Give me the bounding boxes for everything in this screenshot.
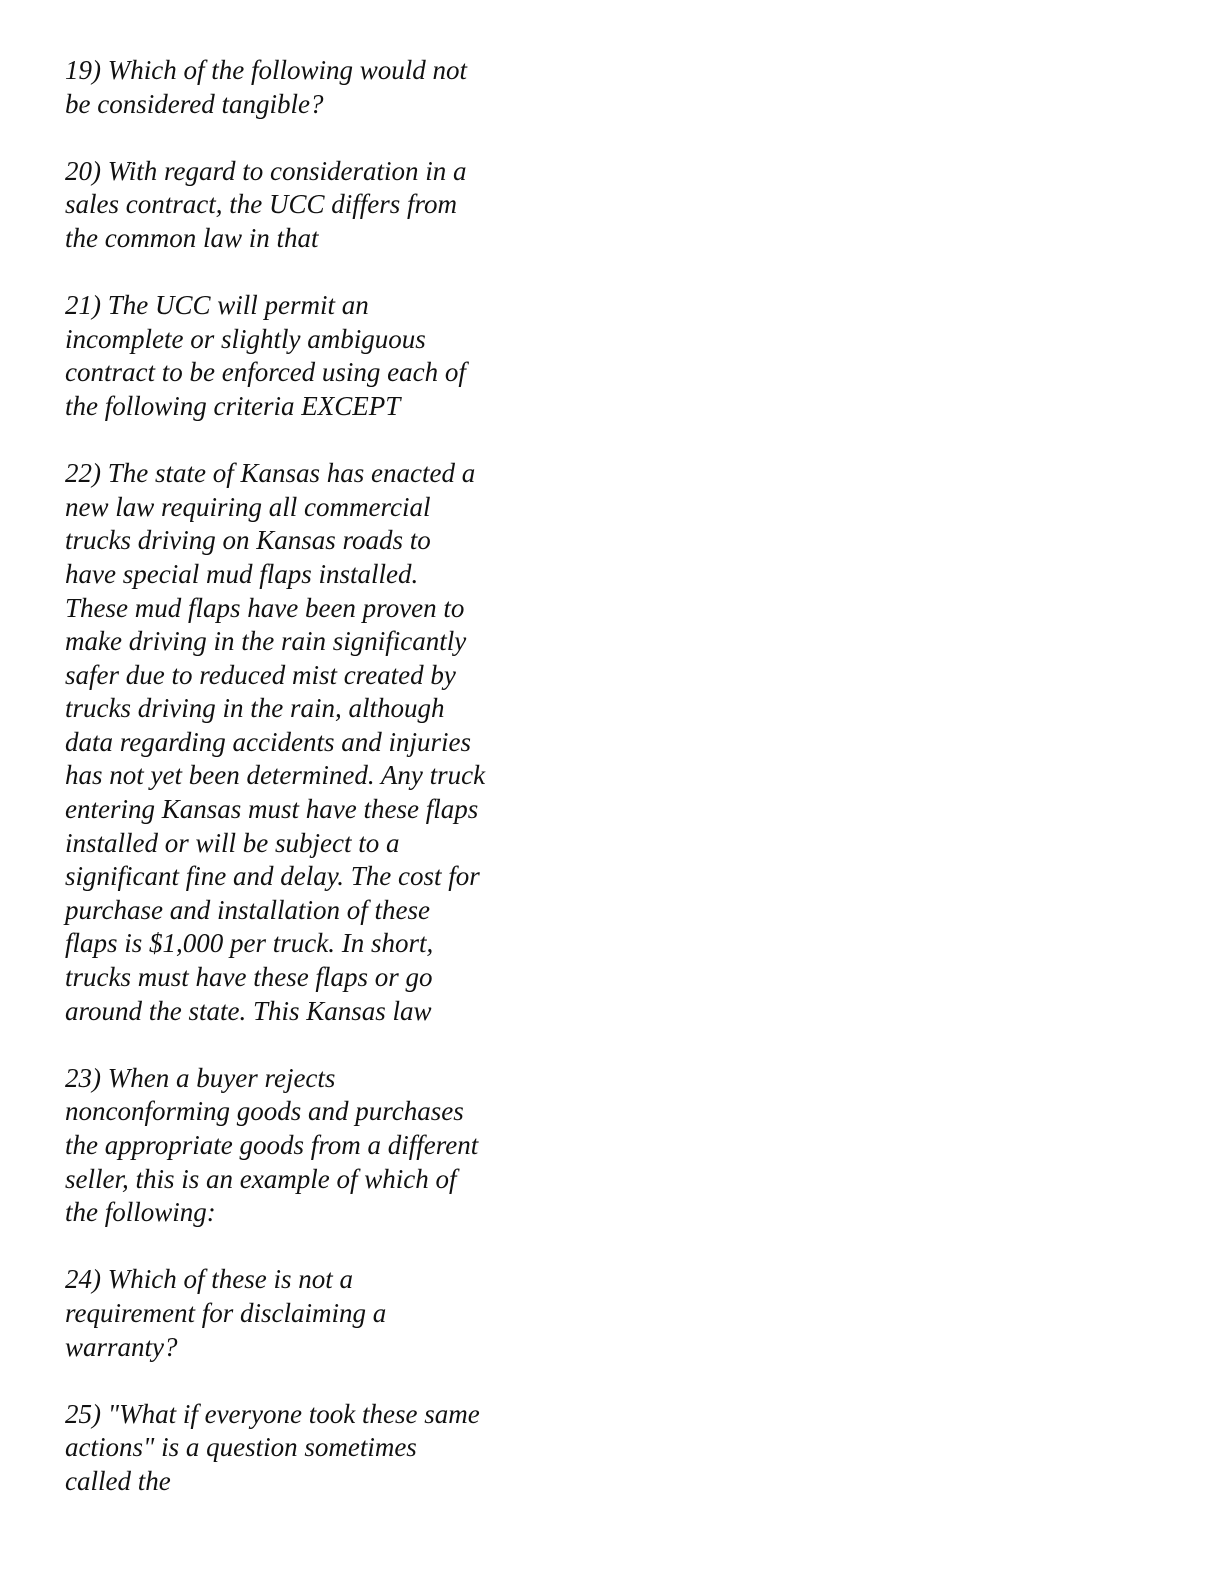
question-text: The UCC will permit an incomplete or slightly ambiguous contract to be enforced using each of the following criteria EXCEPT (65, 290, 466, 421)
question-text: Which of these is not a requirement for disclaiming a warranty? (65, 1264, 387, 1362)
question-25 (65, 1398, 535, 1499)
question-23 (65, 1062, 535, 1230)
question-21 (65, 289, 535, 423)
question-list (65, 54, 535, 1532)
question-20 (65, 155, 535, 256)
question-number: 24) (65, 1264, 101, 1295)
question-number: 23) (65, 1062, 101, 1093)
question-19 (65, 54, 535, 121)
question-number: 25) (65, 1398, 101, 1429)
question-number: 20) (65, 155, 101, 186)
question-text: Which of the following would not be considered tangible? (65, 55, 467, 119)
question-text: The state of Kansas has enacted a new law requiring all commercial trucks driving on Kansas roads to have special mud flaps installed. These mud flaps have been proven to make driving in the rain significantly safer due to reduced mist created by trucks driving in the rain, although data regarding accidents and injuries has not yet been determined. Any truck entering Kansas must have these flaps installed or will be subject to a significant fine and delay. The cost for purchase and installation of these flaps is $1,000 per truck. In short, trucks must have these flaps or go around the state. This Kansas law (65, 458, 486, 1026)
question-number: 21) (65, 290, 101, 321)
question-22 (65, 457, 535, 1028)
question-text: With regard to consideration in a sales contract, the UCC differs from the common law in that (65, 155, 467, 253)
question-number: 22) (65, 458, 101, 489)
question-text: "What if everyone took these same actions" is a question sometimes called the (65, 1398, 480, 1496)
question-text: When a buyer rejects nonconforming goods and purchases the appropriate goods from a different seller, this is an example of which of the following: (65, 1062, 479, 1228)
question-number: 19) (65, 55, 101, 85)
question-24 (65, 1263, 535, 1364)
